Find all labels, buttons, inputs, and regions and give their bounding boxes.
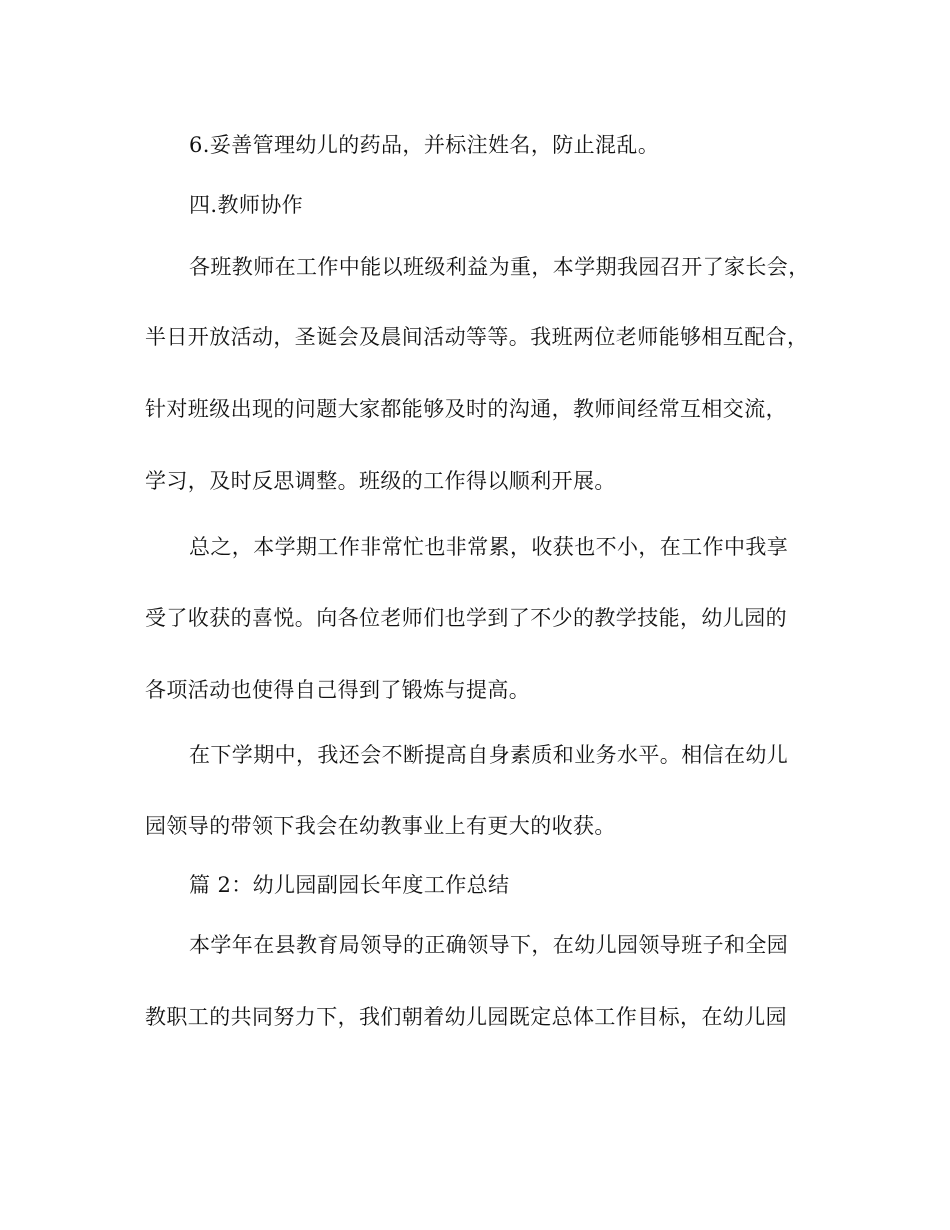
- paragraph-line: 学习，及时反思调整。班级的工作得以顺利开展。: [145, 469, 616, 493]
- paragraph-line: 各班教师在工作中能以班级利益为重，本学期我园召开了家长会，: [189, 255, 810, 279]
- paragraph-line: 受了收获的喜悦。向各位老师们也学到了不少的教学技能，幼儿园的: [145, 606, 787, 630]
- paragraph-line: 针对班级出现的问题大家都能够及时的沟通，教师间经常互相交流，: [145, 397, 787, 421]
- paragraph-line: 本学年在县教育局领导的正确领导下，在幼儿园领导班子和全园: [189, 933, 789, 957]
- paragraph-line: 教职工的共同努力下，我们朝着幼儿园既定总体工作目标，在幼儿园: [145, 1005, 787, 1029]
- paragraph-line: 总之，本学期工作非常忙也非常累，收获也不小，在工作中我享: [189, 535, 789, 559]
- paragraph-line: 6.妥善管理幼儿的药品，并标注姓名，防止混乱。: [189, 133, 660, 157]
- paragraph-line: 半日开放活动，圣诞会及晨间活动等等。我班两位老师能够相互配合，: [145, 325, 809, 349]
- paragraph-line: 在下学期中，我还会不断提高自身素质和业务水平。相信在幼儿: [189, 743, 789, 767]
- article-heading: 篇 2：幼儿园副园长年度工作总结: [189, 873, 510, 897]
- paragraph-line: 园领导的带领下我会在幼教事业上有更大的收获。: [145, 814, 616, 838]
- section-heading: 四.教师协作: [189, 193, 304, 217]
- paragraph-line: 各项活动也使得自己得到了锻炼与提高。: [145, 678, 531, 702]
